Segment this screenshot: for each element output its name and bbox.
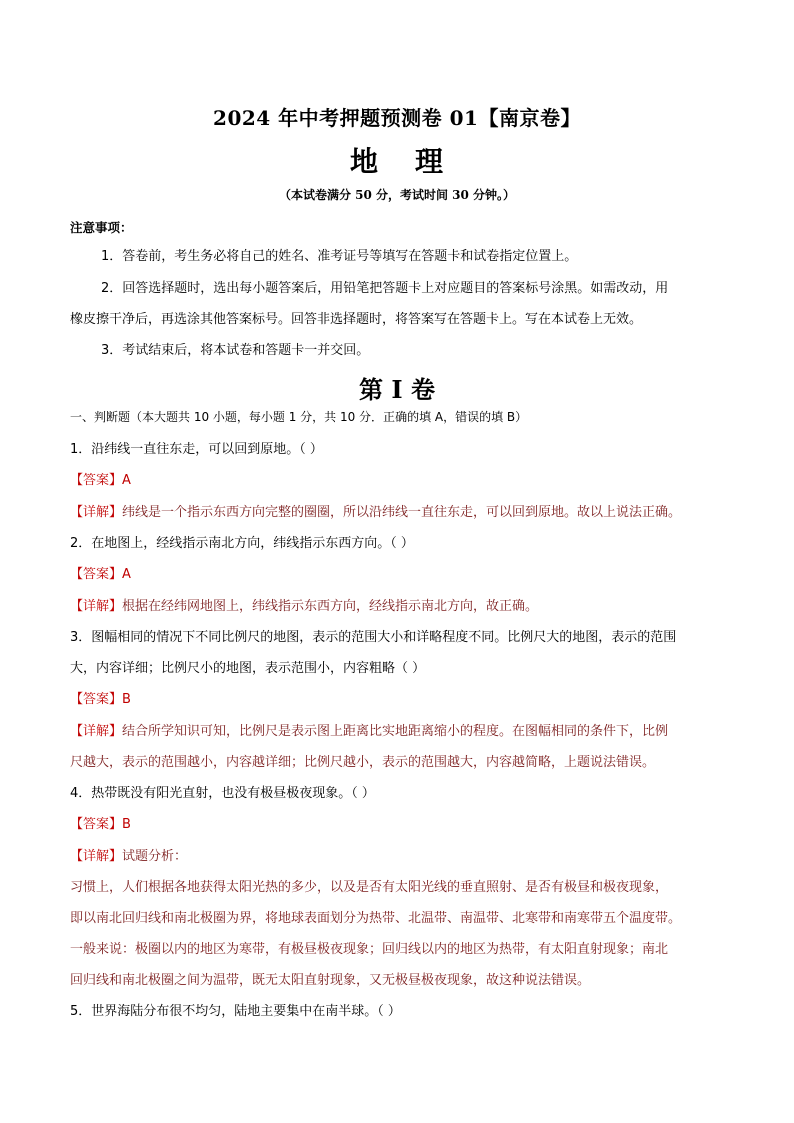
question-stem: 5．世界海陆分布很不均匀，陆地主要集中在南半球。（ ） — [70, 1004, 401, 1019]
notice-item: 3．考试结束后，将本试卷和答题卡一并交回。 — [101, 343, 370, 358]
explain-text: 结合所学知识可知，比例尺是表示图上距离比实地距离缩小的程度。在图幅相同的条件下，比例 — [122, 724, 669, 739]
explain-text-continued: 尺越大，表示的范围越小，内容越详细；比例尺越小，表示的范围越大，内容越简略，上题说法错误。 — [70, 755, 656, 770]
notice-item: 2．回答选择题时，选出每小题答案后，用铅笔把答题卡上对应题目的答案标号涂黑。如需改动，用 — [101, 281, 669, 296]
subject-char-2: 理 — [415, 145, 445, 178]
answer-label: 【答案】 — [70, 473, 123, 488]
section-instruction: 一、判断题（本大题共 10 小题，每小题 1 分，共 10 分．正确的填 A，错误的填 B） — [70, 410, 528, 424]
explain-label: 【详解】 — [70, 599, 123, 614]
question-stem: 1．沿纬线一直往东走，可以回到原地。（ ） — [70, 442, 323, 457]
answer-value: B — [122, 817, 131, 832]
explain-label: 【详解】 — [70, 505, 123, 520]
explain-text-continued: 回归线和南北极圈之间为温带，既无太阳直射现象，又无极昼极夜现象，故这种说法错误。 — [70, 973, 591, 988]
answer-line — [70, 473, 730, 489]
explain-label: 【详解】 — [70, 849, 123, 864]
explain-line — [70, 724, 730, 740]
explain-text-continued: 习惯上，人们根据各地获得太阳光热的多少，以及是否有太阳光线的垂直照射、是否有极昼和极夜现象， — [70, 880, 669, 895]
explain-label: 【详解】 — [70, 724, 123, 739]
answer-value: A — [122, 567, 131, 582]
explain-text-continued: 即以南北回归线和南北极圈为界，将地球表面划分为热带、北温带、南温带、北寒带和南寒带五个温度带。 — [70, 911, 682, 926]
answer-line — [70, 692, 730, 708]
explain-text: 试题分析： — [122, 849, 188, 864]
subject-char-1: 地 — [349, 145, 379, 178]
exam-title: 2024 年中考押题预测卷 01【南京卷】 — [213, 106, 581, 130]
answer-value: A — [122, 473, 131, 488]
explain-text-continued: 一般来说：极圈以内的地区为寒带，有极昼极夜现象；回归线以内的地区为热带，有太阳直射现象；南北 — [70, 942, 669, 957]
answer-line — [70, 567, 730, 583]
answer-label: 【答案】 — [70, 817, 123, 832]
answer-value: B — [122, 692, 131, 707]
subject-title — [0, 140, 794, 180]
explain-line — [70, 599, 730, 615]
answer-label: 【答案】 — [70, 567, 123, 582]
answer-label: 【答案】 — [70, 692, 123, 707]
explain-text: 根据在经纬网地图上，纬线指示东西方向，经线指示南北方向，故正确。 — [122, 599, 539, 614]
explain-text: 纬线是一个指示东西方向完整的圈圈，所以沿纬线一直往东走，可以回到原地。故以上说法正确。 — [122, 505, 682, 520]
question-stem: 4．热带既没有阳光直射，也没有极昼极夜现象。（ ） — [70, 786, 375, 801]
question-stem: 3．图幅相同的情况下不同比例尺的地图，表示的范围大小和详略程度不同。比例尺大的地图，表示的范围 — [70, 630, 677, 645]
question-stem-continued: 大，内容详细；比例尺小的地图，表示范围小，内容粗略（ ） — [70, 661, 426, 676]
section-title: 第 I 卷 — [359, 375, 435, 404]
notice-item: 1．答卷前，考生务必将自己的姓名、准考证号等填写在答题卡和试卷指定位置上。 — [101, 249, 578, 264]
notice-title: 注意事项： — [70, 220, 133, 235]
explain-line — [70, 849, 730, 865]
question-stem: 2．在地图上，经线指示南北方向，纬线指示东西方向。（ ） — [70, 536, 414, 551]
explain-line — [70, 505, 730, 521]
exam-info: （本试卷满分 50 分，考试时间 30 分钟。） — [278, 188, 516, 202]
notice-item-continued: 橡皮擦干净后，再选涂其他答案标号。回答非选择题时，将答案写在答题卡上。写在本试卷上无效。 — [70, 312, 643, 327]
answer-line — [70, 817, 730, 833]
